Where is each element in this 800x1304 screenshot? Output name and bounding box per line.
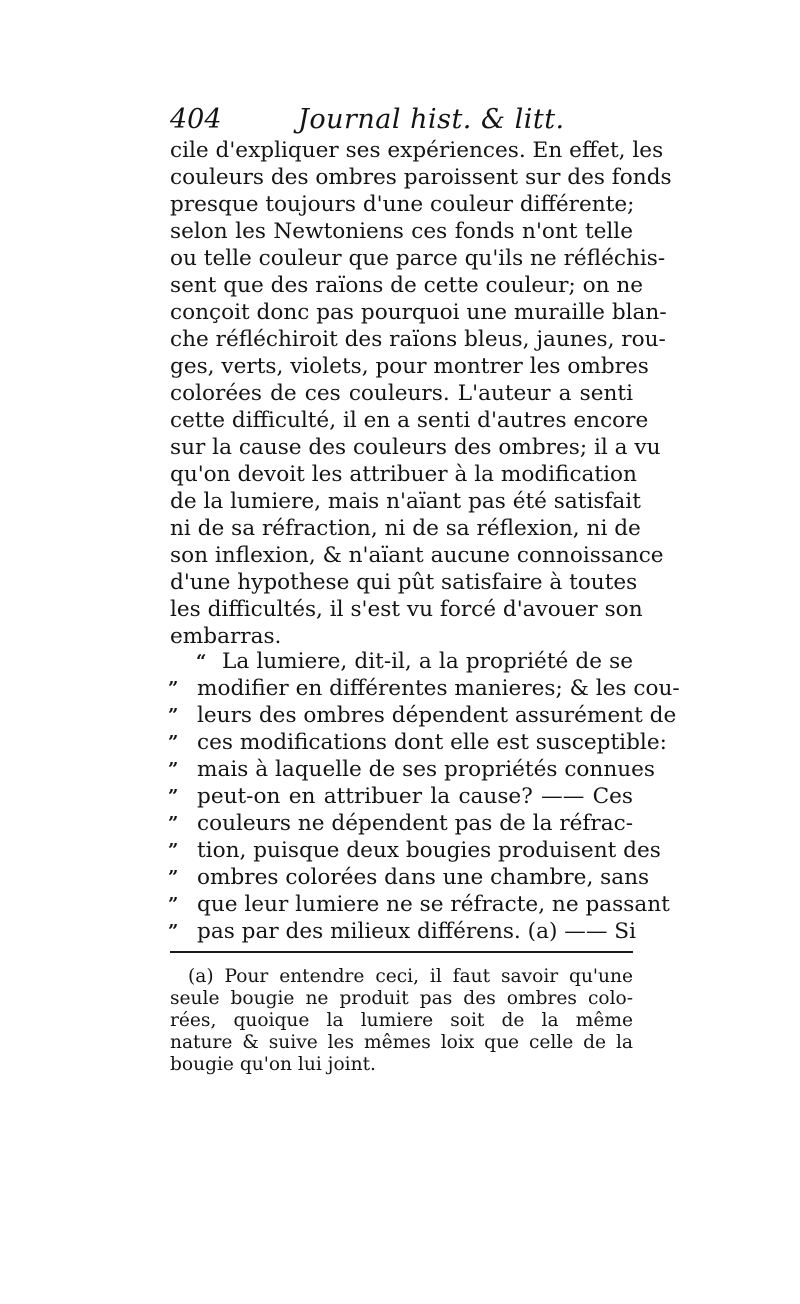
quote-line: modifier en différentes manieres; & les cou- <box>197 676 680 701</box>
text-line: ou telle couleur que parce qu'ils ne réfléchis- <box>170 246 666 271</box>
quote-continuation-mark: ” <box>168 921 179 942</box>
quote-line: leurs des ombres dépendent assurément de <box>197 703 677 728</box>
footnote-line: nature & suive les mêmes loix que celle de la <box>170 1032 633 1053</box>
text-line: conçoit donc pas pourquoi une muraille blan- <box>170 300 667 325</box>
page-header <box>170 104 640 140</box>
page-number: 404 <box>170 104 222 135</box>
quote-line: mais à laquelle de ses propriétés connues <box>197 757 656 782</box>
quote-line: peut-on en attribuer la cause? —— Ces <box>197 784 633 809</box>
quote-continuation-mark: ” <box>168 705 179 726</box>
quote-line: La lumiere, dit-il, a la propriété de se <box>222 649 633 674</box>
quote-continuation-mark: ” <box>168 840 179 861</box>
footnote-rule <box>170 951 633 953</box>
quote-continuation-mark: ” <box>168 759 179 780</box>
text-line: ges, verts, violets, pour montrer les ombres <box>170 354 649 379</box>
quote-continuation-mark: ” <box>168 813 179 834</box>
text-line: qu'on devoit les attribuer à la modification <box>170 462 637 487</box>
text-line: de la lumiere, mais n'aïant pas été satisfait <box>170 489 641 514</box>
quote-continuation-mark: ” <box>168 678 179 699</box>
text-line: sent que des raïons de cette couleur; on ne <box>170 273 644 298</box>
text-line: les difficultés, il s'est vu forcé d'avouer son <box>170 597 643 622</box>
text-line: presque toujours d'une couleur différente; <box>170 192 635 217</box>
quote-continuation-mark: ” <box>168 894 179 915</box>
footnote-line: seule bougie ne produit pas des ombres colo- <box>170 988 633 1009</box>
quote-line: ombres colorées dans une chambre, sans <box>197 865 650 890</box>
footnote-line: (a) Pour entendre ceci, il faut savoir qu'une <box>188 966 633 987</box>
text-line: d'une hypothese qui pût satisfaire à toutes <box>170 570 638 595</box>
text-line: cile d'expliquer ses expériences. En effet, les <box>170 138 664 163</box>
text-line: che réfléchiroit des raïons bleus, jaunes, rou- <box>170 327 666 352</box>
text-line: colorées de ces couleurs. L'auteur a senti <box>170 381 633 406</box>
footnote-line: rées, quoique la lumiere soit de la même <box>170 1010 633 1031</box>
open-quote-mark: “ <box>196 651 207 672</box>
text-line: couleurs des ombres paroissent sur des fonds <box>170 165 672 190</box>
footnote-line: bougie qu'on lui joint. <box>170 1054 376 1075</box>
quote-line: ces modifications dont elle est susceptible: <box>197 730 667 755</box>
text-line: son inflexion, & n'aïant aucune connoissance <box>170 543 664 568</box>
quote-continuation-mark: ” <box>168 867 179 888</box>
text-line: cette difficulté, il en a senti d'autres encore <box>170 408 649 433</box>
quote-continuation-mark: ” <box>168 732 179 753</box>
quote-line: couleurs ne dépendent pas de la réfrac- <box>197 811 634 836</box>
text-line: embarras. <box>170 624 282 649</box>
running-title: Journal hist. & litt. <box>298 104 565 135</box>
quote-line: tion, puisque deux bougies produisent des <box>197 838 661 863</box>
text-line: selon les Newtoniens ces fonds n'ont telle <box>170 219 633 244</box>
quote-line: que leur lumiere ne se réfracte, ne passant <box>197 892 670 917</box>
quote-line: pas par des milieux différens. (a) —— Si <box>197 919 637 944</box>
text-line: sur la cause des couleurs des ombres; il a vu <box>170 435 661 460</box>
text-line: ni de sa réfraction, ni de sa réflexion, ni de <box>170 516 641 541</box>
quote-continuation-mark: ” <box>168 786 179 807</box>
